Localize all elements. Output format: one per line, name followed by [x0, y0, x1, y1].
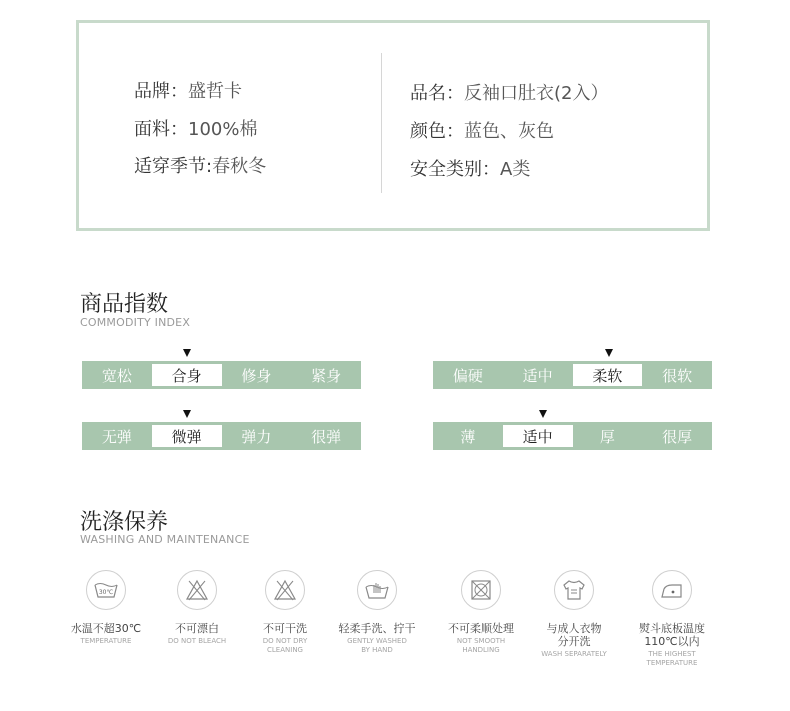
care-item-no-dry-clean: [240, 570, 330, 655]
scale-option: 弹力: [241, 427, 272, 446]
care-label-en: TEMPERATURE: [80, 637, 132, 645]
care-item-hand-wash: [332, 570, 422, 655]
scale-option: 适中: [522, 366, 553, 385]
scale-option: 很软: [662, 366, 693, 385]
scale-elasticity: [82, 422, 361, 450]
product-name-value: 反袖口肚衣(2入）: [464, 83, 609, 104]
scale-option-selected: 微弹: [152, 425, 222, 447]
indicator-arrow-fit: [183, 349, 191, 357]
care-label-cn: 熨斗底板温度 110℃以内: [639, 622, 705, 648]
no-dry-clean-icon: [265, 570, 305, 610]
fabric-line: [134, 115, 257, 141]
scale-option: 修身: [241, 366, 272, 385]
season-value: 春秋冬: [212, 156, 267, 177]
brand-line: [134, 77, 242, 103]
washing-subtitle: WASHING AND MAINTENANCE: [80, 533, 250, 546]
fabric-label: 面料：: [134, 119, 188, 140]
care-label-cn: 水温不超30℃: [70, 622, 142, 635]
color-line: [410, 117, 554, 143]
indicator-arrow-softness: [605, 349, 613, 357]
care-item-no-tumble: [436, 570, 526, 655]
washing-title: 洗涤保养: [80, 510, 169, 535]
wash-separately-icon: [554, 570, 594, 610]
season-line: [134, 152, 266, 178]
scale-fit: [82, 361, 361, 389]
safety-line: [410, 155, 530, 181]
product-name-line: [410, 79, 608, 105]
care-label-en: DO NOT BLEACH: [167, 637, 227, 645]
commodity-title: 商品指数: [80, 292, 169, 317]
scale-option: 厚: [599, 427, 615, 446]
care-label-en: DO NOT DRY CLEANING: [262, 637, 308, 654]
scale-option-selected: 柔软: [573, 364, 643, 386]
iron-icon: [652, 570, 692, 610]
care-label-cn: 不可干洗: [263, 622, 307, 635]
scale-option-selected: 合身: [152, 364, 222, 386]
info-divider: [381, 53, 382, 193]
brand-value: 盛哲卡: [188, 81, 242, 102]
care-item-no-bleach: [152, 570, 242, 646]
commodity-subtitle: COMMODITY INDEX: [80, 316, 191, 329]
scale-option: 紧身: [311, 366, 342, 385]
care-item-wash-30: [61, 570, 151, 646]
care-label-cn: 轻柔手洗、拧干: [338, 622, 416, 635]
hand-wash-icon: [357, 570, 397, 610]
scale-option-selected: 适中: [503, 425, 573, 447]
product-name-label: 品名：: [410, 83, 464, 104]
care-label-en: NOT SMOOTH HANDLING: [456, 637, 506, 654]
scale-option: 偏硬: [452, 366, 483, 385]
indicator-arrow-thickness: [539, 410, 547, 418]
care-label-cn: 不可柔顺处理: [448, 622, 514, 635]
color-label: 颜色：: [410, 121, 464, 142]
fabric-value: 100%棉: [188, 119, 258, 140]
scale-option: 薄: [460, 427, 476, 446]
scale-option: 无弹: [101, 427, 132, 446]
safety-value: A类: [500, 159, 531, 180]
care-label-en: WASH SEPARATELY: [541, 650, 607, 658]
care-item-wash-separately: [529, 570, 619, 659]
wash-30-icon: [86, 570, 126, 610]
indicator-arrow-elasticity: [183, 410, 191, 418]
scale-option: 很弹: [311, 427, 342, 446]
care-item-iron: [627, 570, 717, 668]
scale-thickness: [433, 422, 712, 450]
color-value: 蓝色、灰色: [464, 121, 554, 142]
no-bleach-icon: [177, 570, 217, 610]
svg-text:30℃: 30℃: [98, 589, 114, 596]
care-label-cn: 与成人衣物 分开洗: [546, 622, 602, 648]
scale-softness: [433, 361, 712, 389]
season-label: 适穿季节:: [134, 156, 213, 177]
care-label-en: GENTLY WASHED BY HAND: [347, 637, 407, 654]
safety-label: 安全类别：: [410, 159, 500, 180]
no-tumble-icon: [461, 570, 501, 610]
brand-label: 品牌：: [134, 81, 188, 102]
scale-option: 宽松: [101, 366, 132, 385]
scale-option: 很厚: [662, 427, 693, 446]
care-label-cn: 不可漂白: [175, 622, 219, 635]
care-label-en: THE HIGHEST TEMPERATURE: [646, 650, 698, 667]
